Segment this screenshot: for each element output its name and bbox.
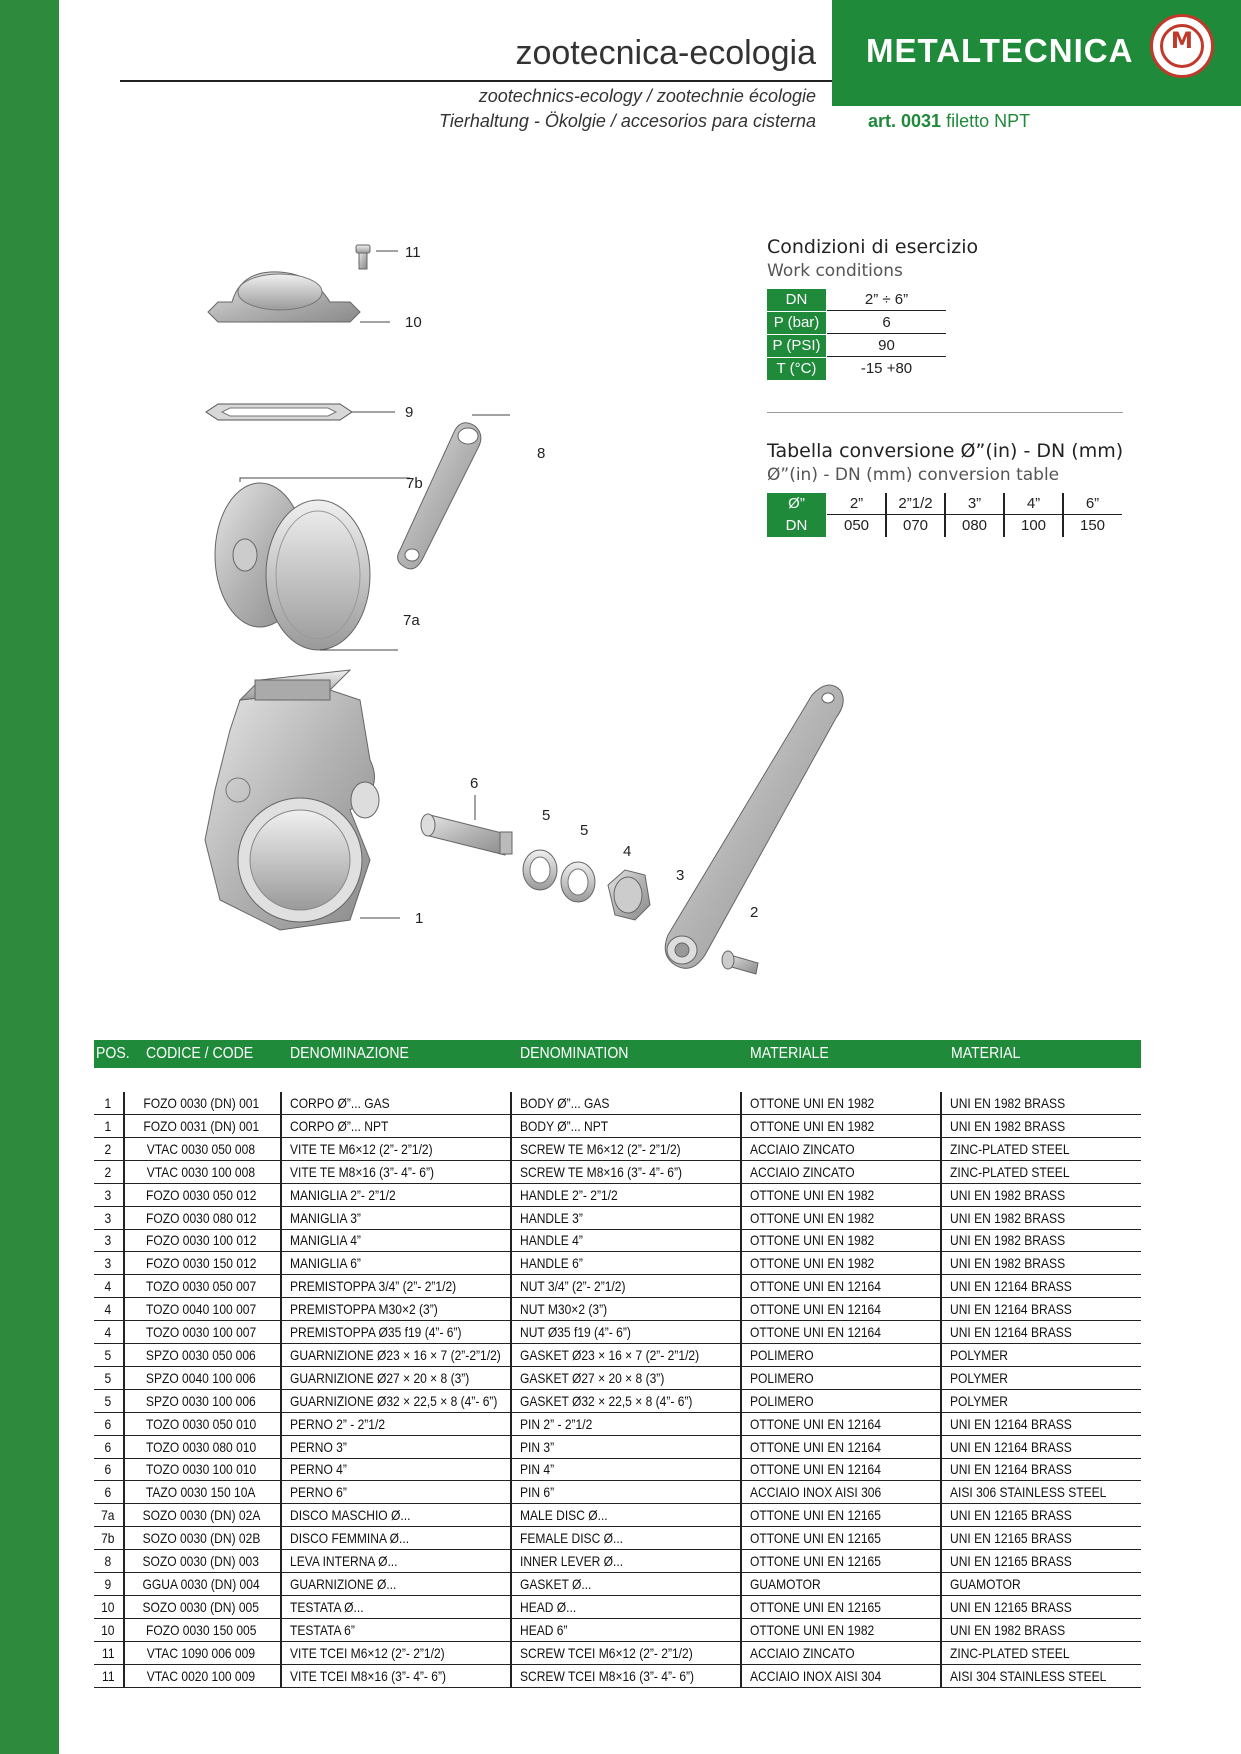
code-cell: VTAC 0030 100 008 [146, 1163, 256, 1180]
pos-cell: 11 [101, 1667, 115, 1684]
column-divider [740, 1092, 742, 1687]
code-cell: SPZO 0030 100 006 [146, 1392, 256, 1409]
material-cell: UNI EN 1982 BRASS [950, 1095, 1066, 1111]
denominazione-cell: VITE TE M8×16 (3”- 4”- 6”) [290, 1163, 434, 1180]
denomination-cell: HANDLE 3” [520, 1209, 583, 1226]
code-cell: SOZO 0030 (DN) 005 [142, 1598, 260, 1615]
denominazione-cell: PERNO 2” - 2”1/2 [290, 1415, 386, 1432]
material-cell: UNI EN 12164 BRASS [950, 1461, 1072, 1478]
denominazione-cell: VITE TCEI M6×12 (2”- 2”1/2) [290, 1644, 445, 1661]
work-conditions-heading: Condizioni di esercizio [767, 236, 979, 258]
column-divider [280, 1092, 282, 1687]
materiale-cell: OTTONE UNI EN 12164 [750, 1278, 881, 1295]
code-cell: FOZO 0030 100 012 [145, 1232, 257, 1249]
code-cell: TOZO 0030 080 010 [145, 1438, 257, 1455]
pos-cell: 4 [104, 1278, 112, 1295]
label-1: 1 [415, 910, 424, 927]
denominazione-cell: DISCO MASCHIO Ø... [290, 1507, 411, 1524]
pos-cell: 7b [101, 1530, 115, 1547]
code-cell: FOZO 0031 (DN) 001 [143, 1117, 259, 1134]
page-title: zootecnica-ecologia [515, 34, 816, 72]
table-row [94, 1298, 1141, 1321]
denomination-cell: NUT M30×2 (3”) [520, 1301, 608, 1318]
material-cell: GUAMOTOR [950, 1575, 1021, 1592]
materiale-cell: GUAMOTOR [750, 1575, 821, 1592]
column-divider [940, 1092, 942, 1687]
pos-cell: 8 [104, 1553, 112, 1569]
code-cell: TAZO 0030 150 10A [146, 1484, 256, 1501]
conversion-subheading: Ø”(in) - DN (mm) conversion table [767, 465, 1060, 485]
material-cell: ZINC-PLATED STEEL [950, 1140, 1070, 1157]
part-1-body [205, 670, 400, 930]
table-row [94, 1596, 1141, 1619]
materiale-cell: ACCIAIO ZINCATO [750, 1140, 855, 1157]
table-row [94, 1184, 1141, 1207]
conv-inch-cell: 2” [827, 493, 886, 515]
pos-cell: 2 [104, 1163, 112, 1180]
denomination-cell: SCREW TCEI M8×16 (3”- 4”- 6”) [520, 1667, 695, 1684]
exploded-view-drawing [200, 230, 880, 990]
conv-dn-cell: 070 [902, 517, 929, 534]
denomination-cell: FEMALE DISC Ø... [520, 1530, 624, 1547]
denominazione-cell: CORPO Ø”... NPT [290, 1117, 389, 1134]
pos-cell: 3 [104, 1186, 112, 1203]
pos-cell: 5 [104, 1392, 112, 1409]
code-cell: VTAC 0030 050 008 [146, 1140, 256, 1157]
denominazione-cell: PREMISTOPPA Ø35 f19 (4”- 6”) [290, 1324, 462, 1340]
denomination-cell: GASKET Ø... [520, 1575, 592, 1592]
col-material: MATERIAL [951, 1045, 1021, 1062]
materiale-cell: OTTONE UNI EN 1982 [750, 1095, 875, 1111]
conv-dn-cell: 050 [843, 517, 870, 534]
part-7a-male-disc [266, 500, 398, 650]
denominazione-cell: GUARNIZIONE Ø... [290, 1575, 397, 1592]
conversion-heading: Tabella conversione Ø”(in) - DN (mm) [767, 440, 1124, 462]
conv-dn-cell: 150 [1079, 517, 1106, 534]
title-rule [120, 80, 832, 82]
conv-dn-cell: 100 [1020, 517, 1047, 534]
materiale-cell: OTTONE UNI EN 12165 [750, 1530, 881, 1547]
code-cell: SPZO 0030 050 006 [146, 1346, 256, 1363]
code-cell: TOZO 0030 100 007 [145, 1324, 257, 1340]
material-cell: POLYMER [950, 1369, 1008, 1386]
table-row [94, 1390, 1141, 1413]
material-cell: AISI 306 STAINLESS STEEL [950, 1484, 1107, 1501]
code-cell: VTAC 1090 006 009 [146, 1644, 256, 1661]
pos-cell: 4 [104, 1301, 112, 1318]
parts-table-header [94, 1040, 1141, 1068]
pos-cell: 2 [104, 1140, 112, 1157]
materiale-cell: OTTONE UNI EN 1982 [750, 1621, 875, 1638]
code-cell: TOZO 0030 050 010 [145, 1415, 257, 1432]
materiale-cell: OTTONE UNI EN 12164 [750, 1301, 881, 1318]
materiale-cell: ACCIAIO INOX AISI 304 [750, 1667, 882, 1684]
denominazione-cell: CORPO Ø”... GAS [290, 1095, 390, 1111]
label-11: 11 [405, 244, 421, 261]
material-cell: UNI EN 1982 BRASS [950, 1209, 1066, 1226]
material-cell: UNI EN 12164 BRASS [950, 1415, 1072, 1432]
denominazione-cell: GUARNIZIONE Ø32 × 22,5 × 8 (4”- 6”) [290, 1392, 498, 1409]
denomination-cell: BODY Ø”... GAS [520, 1095, 610, 1111]
table-row [94, 1550, 1141, 1573]
material-cell: ZINC-PLATED STEEL [950, 1644, 1070, 1661]
material-cell: UNI EN 1982 BRASS [950, 1255, 1066, 1272]
code-cell: SOZO 0030 (DN) 003 [142, 1553, 260, 1569]
table-row [94, 1413, 1141, 1436]
material-cell: UNI EN 12164 BRASS [950, 1278, 1072, 1295]
denominazione-cell: VITE TE M6×12 (2”- 2”1/2) [290, 1140, 433, 1157]
table-row [94, 1527, 1141, 1550]
denominazione-cell: MANIGLIA 4” [290, 1232, 361, 1249]
table-row [94, 1229, 1141, 1252]
denominazione-cell: MANIGLIA 3” [290, 1209, 361, 1226]
pos-cell: 11 [101, 1644, 115, 1661]
materiale-cell: OTTONE UNI EN 1982 [750, 1186, 875, 1203]
code-cell: VTAC 0020 100 009 [146, 1667, 256, 1684]
conv-dn-cell: 080 [961, 517, 988, 534]
materiale-cell: POLIMERO [750, 1346, 814, 1363]
denominazione-cell: DISCO FEMMINA Ø... [290, 1530, 410, 1547]
denomination-cell: SCREW TE M8×16 (3”- 4”- 6”) [520, 1163, 683, 1180]
materiale-cell: POLIMERO [750, 1392, 814, 1409]
materiale-cell: OTTONE UNI EN 1982 [750, 1255, 875, 1272]
denomination-cell: MALE DISC Ø... [520, 1507, 608, 1524]
denominazione-cell: GUARNIZIONE Ø27 × 20 × 8 (3”) [290, 1369, 470, 1386]
part-5-gasket-b [561, 862, 595, 902]
denominazione-cell: PERNO 4” [290, 1461, 347, 1478]
pos-cell: 10 [101, 1621, 115, 1638]
code-cell: FOZO 0030 080 012 [145, 1209, 257, 1226]
denominazione-cell: MANIGLIA 2”- 2”1/2 [290, 1186, 396, 1203]
part-5-gasket-a [523, 850, 557, 890]
table-row [94, 1436, 1141, 1459]
denomination-cell: GASKET Ø32 × 22,5 × 8 (4”- 6”) [520, 1392, 693, 1409]
part-3-handle [665, 685, 843, 968]
label-10: 10 [405, 314, 422, 331]
material-cell: POLYMER [950, 1346, 1008, 1363]
subtitle-line-2: Tierhaltung - Ökolgie / accesorios para cisterna [438, 111, 816, 131]
table-row [94, 1573, 1141, 1596]
code-cell: FOZO 0030 (DN) 001 [143, 1095, 259, 1111]
denomination-cell: HEAD 6” [520, 1621, 568, 1638]
materiale-cell: ACCIAIO INOX AISI 306 [750, 1484, 882, 1501]
table-row [94, 1161, 1141, 1184]
material-cell: UNI EN 12164 BRASS [950, 1301, 1072, 1318]
side-stripe [0, 0, 59, 1754]
part-11-screw [356, 245, 398, 269]
materiale-cell: OTTONE UNI EN 12164 [750, 1438, 881, 1455]
denominazione-cell: GUARNIZIONE Ø23 × 16 × 7 (2”-2”1/2) [290, 1346, 501, 1363]
label-5b: 5 [580, 822, 589, 839]
brand-logo-icon: M [1150, 14, 1214, 78]
pos-cell: 6 [104, 1415, 112, 1432]
materiale-cell: ACCIAIO ZINCATO [750, 1163, 855, 1180]
pos-cell: 3 [104, 1209, 112, 1226]
denomination-cell: GASKET Ø23 × 16 × 7 (2”- 2”1/2) [520, 1346, 700, 1363]
pos-cell: 6 [104, 1461, 112, 1478]
denomination-cell: PIN 2” - 2”1/2 [520, 1415, 593, 1432]
pos-cell: 3 [104, 1255, 112, 1272]
table-row [94, 1619, 1141, 1642]
material-cell: UNI EN 1982 BRASS [950, 1621, 1066, 1638]
pos-cell: 6 [104, 1438, 112, 1455]
pos-cell: 7a [101, 1507, 115, 1524]
conv-dn-label: DN [767, 515, 826, 537]
label-2: 2 [750, 904, 759, 921]
label-4: 4 [623, 843, 632, 860]
material-cell: UNI EN 12164 BRASS [950, 1324, 1072, 1340]
materiale-cell: OTTONE UNI EN 12165 [750, 1598, 881, 1615]
conv-inch-cell: 6” [1063, 493, 1122, 515]
code-cell: FOZO 0030 150 012 [145, 1255, 257, 1272]
part-4-nut [608, 870, 650, 920]
code-cell: FOZO 0030 150 005 [145, 1621, 257, 1638]
col-denominazione: DENOMINAZIONE [290, 1045, 409, 1062]
table-row [94, 1115, 1141, 1138]
table-row [94, 1481, 1141, 1504]
label-8: 8 [537, 445, 546, 462]
col-materiale: MATERIALE [750, 1045, 829, 1062]
table-row [94, 1344, 1141, 1367]
table-row [94, 1504, 1141, 1527]
table-row [94, 1642, 1141, 1665]
denominazione-cell: TESTATA 6” [290, 1621, 355, 1638]
denomination-cell: INNER LEVER Ø... [520, 1553, 624, 1569]
material-cell: UNI EN 12165 BRASS [950, 1553, 1072, 1569]
pos-cell: 3 [104, 1232, 112, 1249]
denomination-cell: HANDLE 2”- 2”1/2 [520, 1186, 618, 1203]
article-0030: art. 0030 filetto GAS [868, 86, 1033, 106]
denominazione-cell: LEVA INTERNA Ø... [290, 1553, 398, 1569]
column-divider [510, 1092, 512, 1687]
material-cell: UNI EN 12165 BRASS [950, 1530, 1072, 1547]
table-row [94, 1252, 1141, 1275]
material-cell: ZINC-PLATED STEEL [950, 1163, 1070, 1180]
pos-cell: 5 [104, 1369, 112, 1386]
denomination-cell: PIN 4” [520, 1461, 555, 1478]
pos-cell: 6 [104, 1484, 112, 1501]
code-cell: TOZO 0030 050 007 [145, 1278, 257, 1295]
denomination-cell: HANDLE 6” [520, 1255, 583, 1272]
table-row [94, 1207, 1141, 1230]
label-9: 9 [405, 404, 414, 421]
denomination-cell: BODY Ø”... NPT [520, 1117, 609, 1134]
work-conditions-subheading: Work conditions [767, 261, 903, 281]
col-denomination: DENOMINATION [520, 1045, 629, 1062]
table-row [94, 1321, 1141, 1344]
materiale-cell: ACCIAIO ZINCATO [750, 1644, 855, 1661]
denominazione-cell: TESTATA Ø... [290, 1598, 364, 1615]
column-divider [123, 1092, 125, 1687]
materiale-cell: OTTONE UNI EN 1982 [750, 1232, 875, 1249]
conv-inch-cell: 4” [1004, 493, 1063, 515]
pos-cell: 4 [104, 1324, 112, 1340]
denomination-cell: SCREW TCEI M6×12 (2”- 2”1/2) [520, 1644, 693, 1661]
denominazione-cell: PERNO 3” [290, 1438, 347, 1455]
subtitle-line-1: zootechnics-ecology / zootechnie écologie [478, 86, 816, 106]
material-cell: AISI 304 STAINLESS STEEL [950, 1667, 1107, 1684]
part-10-head [208, 272, 390, 322]
pos-cell: 5 [104, 1346, 112, 1363]
code-cell: SPZO 0040 100 006 [146, 1369, 256, 1386]
material-cell: UNI EN 1982 BRASS [950, 1186, 1066, 1203]
code-cell: TOZO 0030 100 010 [145, 1461, 257, 1478]
materiale-cell: POLIMERO [750, 1369, 814, 1386]
material-cell: UNI EN 12165 BRASS [950, 1507, 1072, 1524]
article-0031: art. 0031 filetto NPT [868, 111, 1031, 131]
code-cell: SOZO 0030 (DN) 02A [142, 1507, 260, 1524]
material-cell: UNI EN 12164 BRASS [950, 1438, 1072, 1455]
table-row [94, 1092, 1141, 1115]
conv-inch-label: Ø” [767, 493, 826, 515]
col-pos: POS. [96, 1045, 130, 1062]
materiale-cell: OTTONE UNI EN 1982 [750, 1117, 875, 1134]
denominazione-cell: PREMISTOPPA 3/4” (2”- 2”1/2) [290, 1278, 457, 1295]
pos-cell: 1 [104, 1095, 112, 1111]
denomination-cell: PIN 6” [520, 1484, 555, 1501]
brand-name: METALTECNICA [866, 32, 1134, 69]
denomination-cell: NUT Ø35 f19 (4”- 6”) [520, 1324, 631, 1340]
part-2-screw [722, 951, 758, 974]
material-cell: UNI EN 12165 BRASS [950, 1598, 1072, 1615]
denomination-cell: HEAD Ø... [520, 1598, 577, 1615]
denominazione-cell: MANIGLIA 6” [290, 1255, 361, 1272]
materiale-cell: OTTONE UNI EN 12164 [750, 1324, 881, 1340]
materiale-cell: OTTONE UNI EN 12165 [750, 1553, 881, 1569]
label-7a: 7a [403, 612, 420, 629]
table-row [94, 1138, 1141, 1161]
denominazione-cell: PREMISTOPPA M30×2 (3”) [290, 1301, 438, 1318]
label-3: 3 [676, 867, 685, 884]
table-row [94, 1275, 1141, 1298]
denominazione-cell: VITE TCEI M8×16 (3”- 4”- 6”) [290, 1667, 447, 1684]
label-7b: 7b [406, 475, 423, 492]
code-cell: SOZO 0030 (DN) 02B [142, 1530, 260, 1547]
denominazione-cell: PERNO 6” [290, 1484, 347, 1501]
conv-inch-cell: 2”1/2 [886, 493, 945, 515]
pos-cell: 9 [104, 1575, 112, 1592]
part-9-gasket [206, 404, 395, 420]
col-code: CODICE / CODE [146, 1045, 254, 1062]
materiale-cell: OTTONE UNI EN 12164 [750, 1415, 881, 1432]
denomination-cell: PIN 3” [520, 1438, 555, 1455]
conv-inch-cell: 3” [945, 493, 1004, 515]
pos-cell: 1 [104, 1117, 112, 1134]
table-row [94, 1458, 1141, 1481]
denomination-cell: HANDLE 4” [520, 1232, 583, 1249]
materiale-cell: OTTONE UNI EN 12165 [750, 1507, 881, 1524]
table-row [94, 1665, 1141, 1688]
pos-cell: 10 [101, 1598, 115, 1615]
label-6: 6 [470, 775, 479, 792]
denomination-cell: NUT 3/4” (2”- 2”1/2) [520, 1278, 626, 1295]
material-cell: UNI EN 1982 BRASS [950, 1232, 1066, 1249]
materiale-cell: OTTONE UNI EN 1982 [750, 1209, 875, 1226]
denomination-cell: GASKET Ø27 × 20 × 8 (3”) [520, 1369, 665, 1386]
denomination-cell: SCREW TE M6×12 (2”- 2”1/2) [520, 1140, 681, 1157]
label-5a: 5 [542, 807, 551, 824]
material-cell: POLYMER [950, 1392, 1008, 1409]
code-cell: GGUA 0030 (DN) 004 [142, 1575, 260, 1592]
table-row [94, 1367, 1141, 1390]
part-6-pin [421, 795, 512, 855]
code-cell: FOZO 0030 050 012 [145, 1186, 257, 1203]
material-cell: UNI EN 1982 BRASS [950, 1117, 1066, 1134]
materiale-cell: OTTONE UNI EN 12164 [750, 1461, 881, 1478]
code-cell: TOZO 0040 100 007 [145, 1301, 257, 1318]
